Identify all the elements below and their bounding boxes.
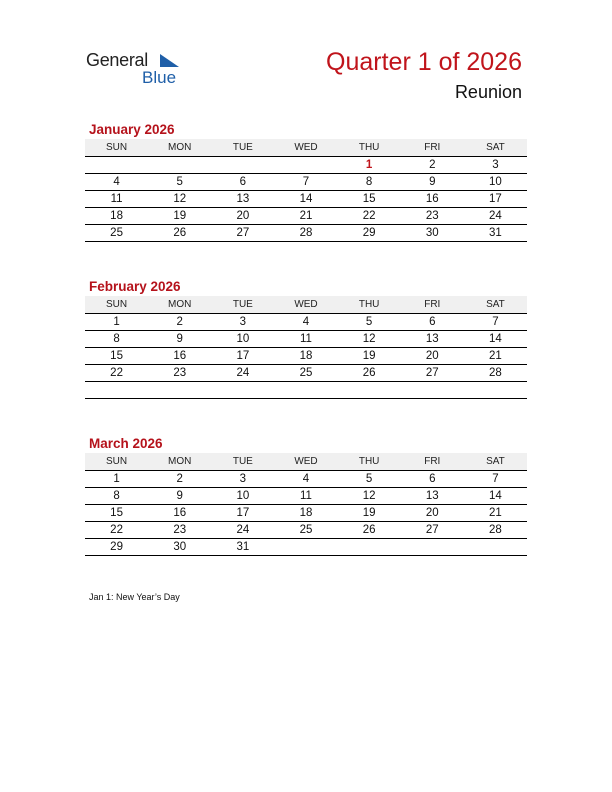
week-row [85,174,527,191]
day-cell: 24 [211,522,274,539]
day-cell [148,157,211,174]
day-cell: 7 [464,471,527,488]
day-cell: 7 [274,174,337,191]
day-cell: 11 [274,488,337,505]
day-cell: 5 [338,314,401,331]
day-cell: 4 [85,174,148,191]
day-cell: 16 [148,505,211,522]
week-row [85,208,527,225]
page-subtitle: Reunion [454,82,522,102]
weekday-header: WED [274,296,337,314]
day-cell: 2 [148,471,211,488]
day-cell: 10 [211,331,274,348]
day-cell [464,539,527,556]
day-cell [148,382,211,399]
week-row [85,522,527,539]
day-cell: 3 [211,314,274,331]
day-cell [85,382,148,399]
day-cell: 18 [274,348,337,365]
logo [86,50,186,90]
week-row [85,365,527,382]
day-cell [401,539,464,556]
day-cell: 20 [401,348,464,365]
day-cell: 8 [338,174,401,191]
day-cell: 12 [148,191,211,208]
day-cell: 9 [148,488,211,505]
day-cell: 27 [401,522,464,539]
page-title: Quarter 1 of 2026 [326,48,522,76]
week-row [85,471,527,488]
day-cell: 24 [211,365,274,382]
day-cell: 21 [274,208,337,225]
day-cell: 5 [148,174,211,191]
week-row [85,348,527,365]
day-cell [274,157,337,174]
day-cell: 15 [338,191,401,208]
day-cell: 23 [148,365,211,382]
day-cell: 17 [211,505,274,522]
day-cell [464,382,527,399]
day-cell: 17 [211,348,274,365]
weekday-header: SAT [464,453,527,471]
day-cell: 11 [85,191,148,208]
month-title: January 2026 [89,122,175,137]
day-cell: 12 [338,331,401,348]
day-cell [338,382,401,399]
day-cell: 3 [211,471,274,488]
day-cell: 26 [338,522,401,539]
week-row [85,191,527,208]
day-cell: 13 [401,488,464,505]
day-cell: 18 [85,208,148,225]
day-cell: 5 [338,471,401,488]
week-row [85,382,527,399]
weekday-header: MON [148,296,211,314]
day-cell: 10 [211,488,274,505]
weekday-header: SAT [464,139,527,157]
day-cell: 19 [148,208,211,225]
weekday-header: SAT [464,296,527,314]
day-cell: 25 [274,365,337,382]
day-cell: 11 [274,331,337,348]
day-cell: 2 [148,314,211,331]
day-cell: 25 [85,225,148,242]
weekday-header: FRI [401,139,464,157]
calendar-table [85,296,527,399]
weekday-header: MON [148,453,211,471]
weekday-header: THU [338,453,401,471]
day-cell: 26 [338,365,401,382]
day-cell: 22 [85,522,148,539]
day-cell: 6 [401,471,464,488]
day-cell [274,382,337,399]
day-cell [338,539,401,556]
week-row [85,488,527,505]
day-cell: 14 [464,331,527,348]
day-cell: 1 [85,471,148,488]
day-cell: 8 [85,331,148,348]
weekday-header: TUE [211,453,274,471]
day-cell: 27 [401,365,464,382]
day-cell: 19 [338,348,401,365]
weekday-header: THU [338,139,401,157]
logo-text-general: General [86,50,148,70]
day-cell: 8 [85,488,148,505]
month-february [85,278,527,399]
day-cell: 12 [338,488,401,505]
day-cell: 28 [464,365,527,382]
weekday-header: THU [338,296,401,314]
day-cell: 9 [148,331,211,348]
calendar-table [85,139,527,242]
week-row [85,539,527,556]
week-row [85,157,527,174]
day-cell: 4 [274,314,337,331]
day-cell: 28 [274,225,337,242]
day-cell [274,539,337,556]
day-cell: 14 [274,191,337,208]
day-cell: 15 [85,348,148,365]
day-cell: 2 [401,157,464,174]
month-january [85,121,527,242]
holiday-note: Jan 1: New Year’s Day [89,592,180,602]
day-cell [211,382,274,399]
month-title: February 2026 [89,279,181,294]
day-cell: 24 [464,208,527,225]
day-cell [401,382,464,399]
weekday-header: TUE [211,296,274,314]
day-cell: 7 [464,314,527,331]
day-cell: 30 [401,225,464,242]
day-cell: 26 [148,225,211,242]
day-cell: 29 [85,539,148,556]
day-cell: 1 [85,314,148,331]
day-cell: 25 [274,522,337,539]
weekday-header: FRI [401,296,464,314]
day-cell: 14 [464,488,527,505]
day-cell: 31 [211,539,274,556]
weekday-header: MON [148,139,211,157]
day-cell: 17 [464,191,527,208]
weekday-header: SUN [85,453,148,471]
day-cell: 29 [338,225,401,242]
week-row [85,331,527,348]
day-cell: 16 [148,348,211,365]
day-cell: 13 [211,191,274,208]
weekday-header: WED [274,453,337,471]
day-cell [85,157,148,174]
week-row [85,225,527,242]
day-cell: 9 [401,174,464,191]
weekday-header: FRI [401,453,464,471]
day-cell: 22 [338,208,401,225]
calendar-table [85,453,527,556]
day-cell [211,157,274,174]
week-row [85,314,527,331]
week-row [85,505,527,522]
day-cell: 31 [464,225,527,242]
day-cell: 22 [85,365,148,382]
day-cell: 18 [274,505,337,522]
weekday-header: WED [274,139,337,157]
day-cell: 10 [464,174,527,191]
month-title: March 2026 [89,436,163,451]
day-cell: 19 [338,505,401,522]
weekday-header: TUE [211,139,274,157]
day-cell: 21 [464,505,527,522]
day-cell: 15 [85,505,148,522]
day-cell: 20 [401,505,464,522]
day-cell: 23 [401,208,464,225]
weekday-header: SUN [85,139,148,157]
day-cell: 30 [148,539,211,556]
weekday-header: SUN [85,296,148,314]
day-cell: 28 [464,522,527,539]
day-cell: 13 [401,331,464,348]
day-cell: 27 [211,225,274,242]
day-cell: 1 [338,157,401,174]
logo-text-blue: Blue [142,68,177,87]
day-cell: 4 [274,471,337,488]
day-cell: 3 [464,157,527,174]
day-cell: 20 [211,208,274,225]
day-cell: 23 [148,522,211,539]
logo-triangle-icon [160,54,179,67]
month-march [85,435,527,556]
day-cell: 21 [464,348,527,365]
day-cell: 16 [401,191,464,208]
day-cell: 6 [401,314,464,331]
day-cell: 6 [211,174,274,191]
